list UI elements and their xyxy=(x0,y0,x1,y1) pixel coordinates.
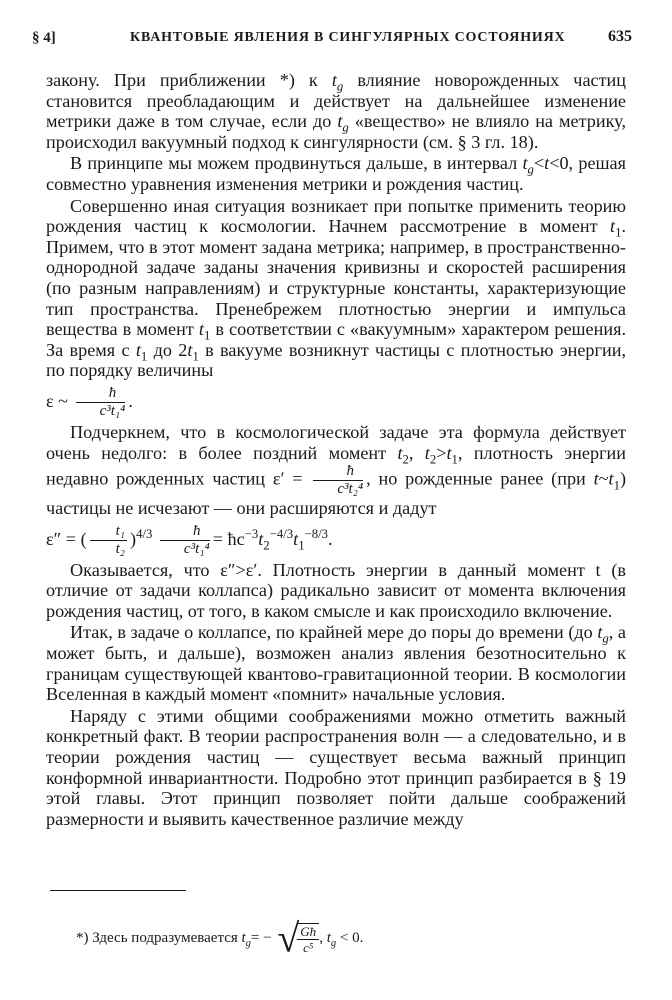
paragraph-4: Подчеркнем, что в космологической задаче эта формула действует очень недолго: в более поздний момент $t_2$, $t_2>t_1$, плотность энергии недавно рожденных частиц ε′ = $\frac{ħ}{\text{c³t₂⁴}}$ , но рожденные ранее (при $t\sim t_1$) частицы не исчезают — они расширяются и дадут ε″ = ( $\frac{\text{t₁}}{\text{t₂}}$ )$^{4/3}$ $\frac{ħ}{\text{c³t₁⁴}}$ = $ħc^{-3}t_2^{-4/3}t_1^{-8/3}$. xyxy=(46,421,627,558)
footnote: *) Здесь подразумевается $t_g=$ − √ $\frac{Għ}{\text{c⁵}}$ , $t_g < 0$. xyxy=(76,915,364,961)
fraction-t1-t2: $\frac{\text{t₁}}{\text{t₂}}$ xyxy=(90,523,127,558)
square-root: √ $\frac{Għ}{\text{c⁵}}$ xyxy=(277,918,319,959)
footnote-separator xyxy=(50,890,186,891)
main-text xyxy=(46,70,626,829)
fraction-hbar-c3t14: $\frac{ħ}{\text{c³t₁⁴}}$ xyxy=(76,385,126,420)
paragraph-3: Совершенно иная ситуация возникает при попытке применить теорию рождения частиц к космологии. Начнем рассмотрение в момент $t_1$. Примем, что в этот момент задана метрика; например, в пространственно-однородной задаче заданы значения кривизны и скоростей расширения (по разным направлениям) и структурные константы, характеризующие тип пространства. Пренебрежем плотностью энергии и импульса вещества в момент $t_1$ в соответствии с «вакуумным» характером решения. За время с $t_1$ до $2t_1$ в вакууме возникнут частицы с плотностью энергии, по порядку величины ε ~ $\frac{ħ}{\text{c³t₁⁴}}$ . xyxy=(46,195,626,420)
paragraph-5: Оказывается, что ε″>ε′. Плотность энергии в данный момент t (в отличие от задачи коллапса) радикально зависит от момента включения рождения частиц, от того, в каком смысле и как происходило включение. xyxy=(46,559,626,621)
formula-epsilon-double-prime: ε″ = ( $\frac{\text{t₁}}{\text{t₂}}$ )$^{4/3}$ $\frac{ħ}{\text{c³t₁⁴}}$ = $ħc^{-3}t_2^{-4/3}t_1^{-8/3}$. xyxy=(46,523,333,558)
paragraph-1: закону. При приближении *) к $t_g$ влияние новорожденных частиц становится преобладающим и действует на дальнейшее изменение метрики даже в том случае, если до $t_g$ «вещество» не влияло на метрику, происходил вакуумный подход к сингулярности (см. § 3 гл. 18). xyxy=(46,70,626,152)
paragraph-2: В принципе мы можем продвинуться дальше, в интервал $t_g<t<0$, решая совместно уравнения изменения метрики и рождения частиц. xyxy=(46,153,626,194)
page-number: 635 xyxy=(608,28,632,45)
formula-epsilon: ε ~ $\frac{ħ}{\text{c³t₁⁴}}$ . xyxy=(46,385,133,420)
paragraph-7: Наряду с этими общими соображениями можно отметить важный конкретный факт. В теории распространения волн — а следовательно, и в теории рождения частиц — существует весьма важный принцип конформной инвариантности. Подробно этот принцип разбирается в § 19 этой главы. Этот принцип позволяет пойти дальше соображений размерности и выявить качественное различие между xyxy=(46,705,626,829)
header-title: КВАНТОВЫЕ ЯВЛЕНИЯ В СИНГУЛЯРНЫХ СОСТОЯНИЯХ xyxy=(130,30,566,45)
running-header xyxy=(32,28,632,50)
paragraph-6: Итак, в задаче о коллапсе, по крайней мере до поры до времени (до $t_g$, а может быть, и дальше), возможен анализ явления безотносительно к границам существующей квантово-гравитационной теории. В космологии Вселенная в каждый момент «помнит» начальные условия. xyxy=(46,622,626,705)
fraction-hbar-c3t14-b: $\frac{ħ}{\text{c³t₁⁴}}$ xyxy=(160,523,210,558)
fraction-hbar-c3t24: $\frac{ħ}{\text{c³t₂⁴}}$ xyxy=(313,463,363,498)
header-section: § 4] xyxy=(32,30,56,46)
